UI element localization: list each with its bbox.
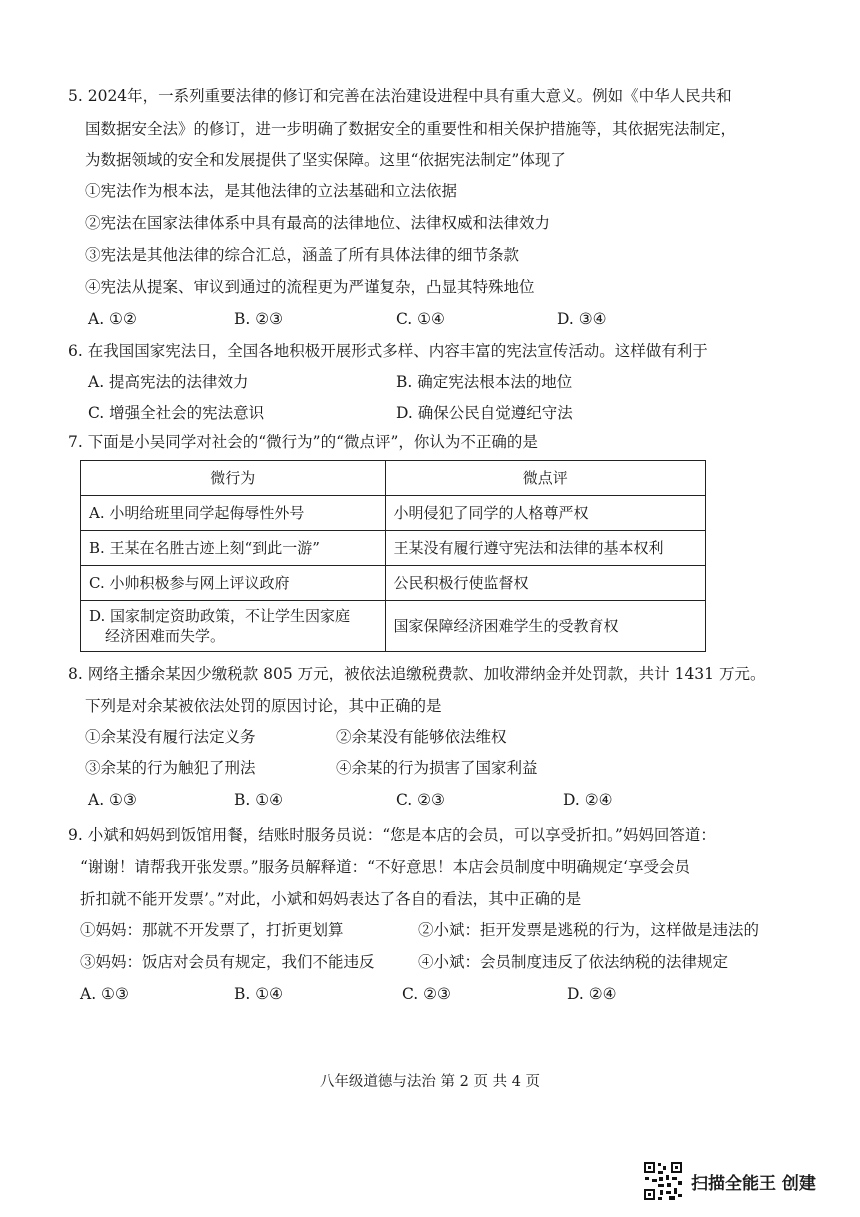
q9-stem-line-1: 9. 小斌和妈妈到饭馆用餐，结账时服务员说：“您是本店的会员，可以享受折扣。”妈妈回答道：	[68, 826, 716, 844]
scanner-watermark	[643, 1161, 843, 1201]
q7-row-b-behavior: B. 王某在名胜古迹上刻“到此一游”	[81, 531, 386, 566]
q6-stem: 6. 在我国国家宪法日，全国各地积极开展形式多样、内容丰富的宪法宣传活动。这样做有利于	[68, 342, 708, 360]
table-row	[81, 601, 706, 652]
q8-statement-4: ④余某的行为损害了国家利益	[336, 759, 538, 777]
q8-statement-2: ②余某没有能够依法维权	[336, 728, 507, 746]
q9-option-b: B. ①④	[234, 985, 284, 1003]
q5-option-a: A. ①②	[88, 310, 137, 328]
q8-option-d: D. ②④	[563, 791, 613, 809]
q5-stem-line-3: 为数据领域的安全和发展提供了坚实保障。这里“依据宪法制定”体现了	[85, 151, 566, 169]
q7-header-behavior: 微行为	[81, 461, 386, 496]
q9-stem-line-2: “谢谢！请帮我开张发票。”服务员解释道：“不好意思！本店会员制度中明确规定‘享受会员	[80, 858, 690, 876]
q9-statement-2: ②小斌：拒开发票是逃税的行为，这样做是违法的	[418, 921, 760, 939]
q8-option-c: C. ②③	[396, 791, 445, 809]
q9-stem-line-3: 折扣就不能开发票’。”对此，小斌和妈妈表达了各自的看法，其中正确的是	[80, 890, 582, 908]
q9-option-c: C. ②③	[402, 985, 451, 1003]
q6-option-d: D. 确保公民自觉遵纪守法	[396, 404, 573, 422]
q7-stem: 7. 下面是小吴同学对社会的“微行为”的“微点评”，你认为不正确的是	[68, 433, 538, 451]
q5-statement-1: ①宪法作为根本法，是其他法律的立法基础和立法依据	[85, 182, 458, 200]
q5-statement-2: ②宪法在国家法律体系中具有最高的法律地位、法律权威和法律效力	[85, 214, 551, 232]
q9-statement-3: ③妈妈：饭店对会员有规定，我们不能违反	[80, 953, 375, 971]
q7-row-d-behavior-line-2: 经济困难而失学。	[105, 627, 226, 645]
page-footer: 八年级道德与法治 第 2 页 共 4 页	[319, 1074, 541, 1090]
q5-stem-line-1: 5. 2024年，一系列重要法律的修订和完善在法治建设进程中具有重大意义。例如《中华人民共和	[68, 87, 732, 105]
q7-row-a-comment: 小明侵犯了同学的人格尊严权	[385, 496, 705, 531]
q8-option-b: B. ①④	[234, 791, 284, 809]
q7-row-c-comment: 公民积极行使监督权	[385, 566, 705, 601]
q6-option-b: B. 确定宪法根本法的地位	[396, 373, 573, 391]
q7-row-b-comment: 王某没有履行遵守宪法和法律的基本权利	[385, 531, 705, 566]
q9-option-d: D. ②④	[567, 985, 617, 1003]
q7-row-d-behavior	[81, 601, 386, 652]
watermark-text: 扫描全能王 创建	[691, 1174, 816, 1194]
table-row	[81, 496, 706, 531]
table-row	[81, 531, 706, 566]
q5-option-b: B. ②③	[234, 310, 284, 328]
q8-statement-1: ①余某没有履行法定义务	[85, 728, 256, 746]
table-row	[81, 566, 706, 601]
q8-option-a: A. ①③	[88, 791, 137, 809]
q8-statement-3: ③余某的行为触犯了刑法	[85, 759, 256, 777]
q6-option-c: C. 增强全社会的宪法意识	[88, 404, 265, 422]
q7-row-d-comment: 国家保障经济困难学生的受教育权	[385, 601, 705, 652]
q5-statement-3: ③宪法是其他法律的综合汇总，涵盖了所有具体法律的细节条款	[85, 246, 520, 264]
q7-header-comment: 微点评	[385, 461, 705, 496]
q5-option-c: C. ①④	[396, 310, 445, 328]
q5-option-d: D. ③④	[557, 310, 607, 328]
qr-code-icon	[643, 1161, 683, 1201]
q9-statement-4: ④小斌：会员制度违反了依法纳税的法律规定	[418, 953, 729, 971]
q7-table	[80, 460, 706, 652]
q5-statement-4: ④宪法从提案、审议到通过的流程更为严谨复杂，凸显其特殊地位	[85, 278, 535, 296]
q5-stem-line-2: 国数据安全法》的修订，进一步明确了数据安全的重要性和相关保护措施等，其依据宪法制定，	[85, 120, 737, 138]
q8-stem-line-2: 下列是对余某被依法处罚的原因讨论，其中正确的是	[85, 697, 442, 715]
q7-row-a-behavior: A. 小明给班里同学起侮辱性外号	[81, 496, 386, 531]
q9-statement-1: ①妈妈：那就不开发票了，打折更划算	[80, 921, 344, 939]
q8-stem-line-1: 8. 网络主播余某因少缴税款 805 万元，被依法追缴税费款、加收滞纳金并处罚款，共计 1431 万元。	[68, 665, 766, 683]
q7-row-d-behavior-line-1: D. 国家制定资助政策，不让学生因家庭	[89, 607, 351, 625]
q7-row-c-behavior: C. 小帅积极参与网上评议政府	[81, 566, 386, 601]
q6-option-a: A. 提高宪法的法律效力	[88, 373, 249, 391]
q9-option-a: A. ①③	[80, 985, 129, 1003]
